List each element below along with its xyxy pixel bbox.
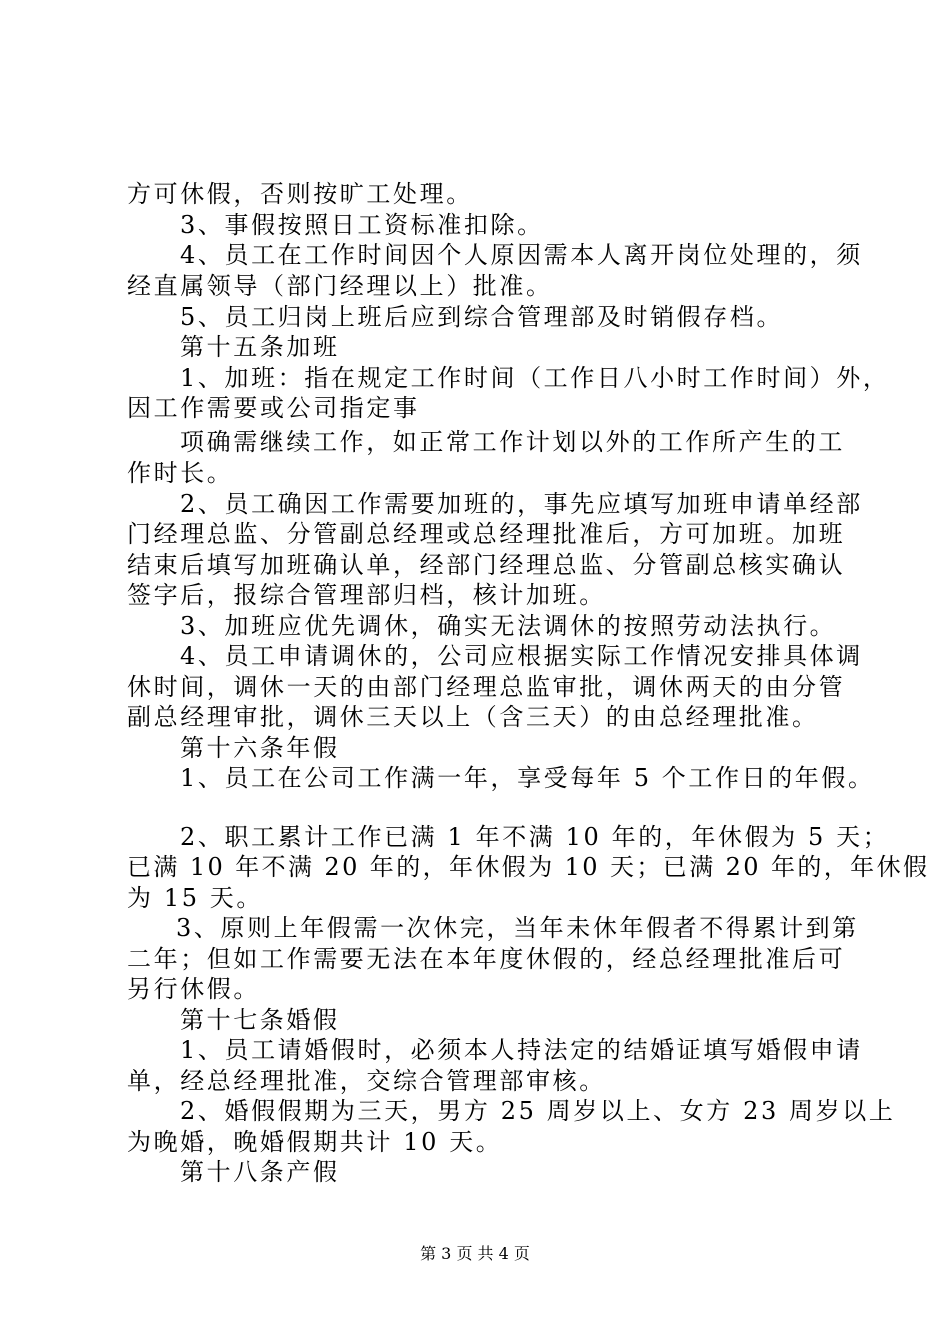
body-line: 2、员工确因工作需要加班的，事先应填写加班申请单经部 xyxy=(180,490,863,518)
section-heading: 第十六条年假 xyxy=(180,734,340,762)
body-line: 1、员工在公司工作满一年，享受每年 5 个工作日的年假。 xyxy=(180,764,875,792)
body-line: 方可休假，否则按旷工处理。 xyxy=(127,180,473,208)
section-heading: 第十五条加班 xyxy=(180,333,340,361)
body-line: 2、职工累计工作已满 1 年不满 10 年的，年休假为 5 天； xyxy=(180,823,890,851)
body-line: 1、加班：指在规定工作时间（工作日八小时工作时间）外， xyxy=(180,364,890,392)
body-line: 结束后填写加班确认单，经部门经理总监、分管副总核实确认 xyxy=(127,551,846,579)
body-line: 3、事假按照日工资标准扣除。 xyxy=(180,211,544,239)
body-line: 4、员工在工作时间因个人原因需本人离开岗位处理的，须 xyxy=(180,241,863,269)
body-line: 为晚婚，晚婚假期共计 10 天。 xyxy=(127,1128,503,1156)
body-line: 副总经理审批，调休三天以上（含三天）的由总经理批准。 xyxy=(127,703,819,731)
body-line: 项确需继续工作，如正常工作计划以外的工作所产生的工 xyxy=(180,428,845,456)
body-line: 经直属领导（部门经理以上）批准。 xyxy=(127,272,553,300)
body-line: 因工作需要或公司指定事 xyxy=(127,394,420,422)
body-line: 门经理总监、分管副总经理或总经理批准后，方可加班。加班 xyxy=(127,520,846,548)
body-line: 二年；但如工作需要无法在本年度休假的，经总经理批准后可 xyxy=(127,945,846,973)
section-heading: 第十七条婚假 xyxy=(180,1006,340,1034)
body-line: 休时间，调休一天的由部门经理总监审批，调休两天的由分管 xyxy=(127,673,846,701)
body-line: 签字后，报综合管理部归档，核计加班。 xyxy=(127,581,606,609)
body-line: 3、加班应优先调休，确实无法调休的按照劳动法执行。 xyxy=(180,612,837,640)
body-line: 已满 10 年不满 20 年的，年休假为 10 天；已满 20 年的，年休假 xyxy=(127,853,930,881)
body-line: 4、员工申请调休的，公司应根据实际工作情况安排具体调 xyxy=(180,642,863,670)
body-line: 3、原则上年假需一次休完，当年未休年假者不得累计到第 xyxy=(176,914,859,942)
page-number-footer: 第 3 页 共 4 页 xyxy=(420,1244,530,1263)
body-line: 为 15 天。 xyxy=(127,884,263,912)
body-line: 5、员工归岗上班后应到综合管理部及时销假存档。 xyxy=(180,303,784,331)
body-line: 作时长。 xyxy=(127,459,234,487)
body-line: 另行休假。 xyxy=(127,975,260,1003)
body-line: 单，经总经理批准，交综合管理部审核。 xyxy=(127,1067,606,1095)
body-line: 1、员工请婚假时，必须本人持法定的结婚证填写婚假申请 xyxy=(180,1036,863,1064)
section-heading: 第十八条产假 xyxy=(180,1158,340,1186)
body-line: 2、婚假假期为三天，男方 25 周岁以上、女方 23 周岁以上 xyxy=(180,1097,896,1125)
